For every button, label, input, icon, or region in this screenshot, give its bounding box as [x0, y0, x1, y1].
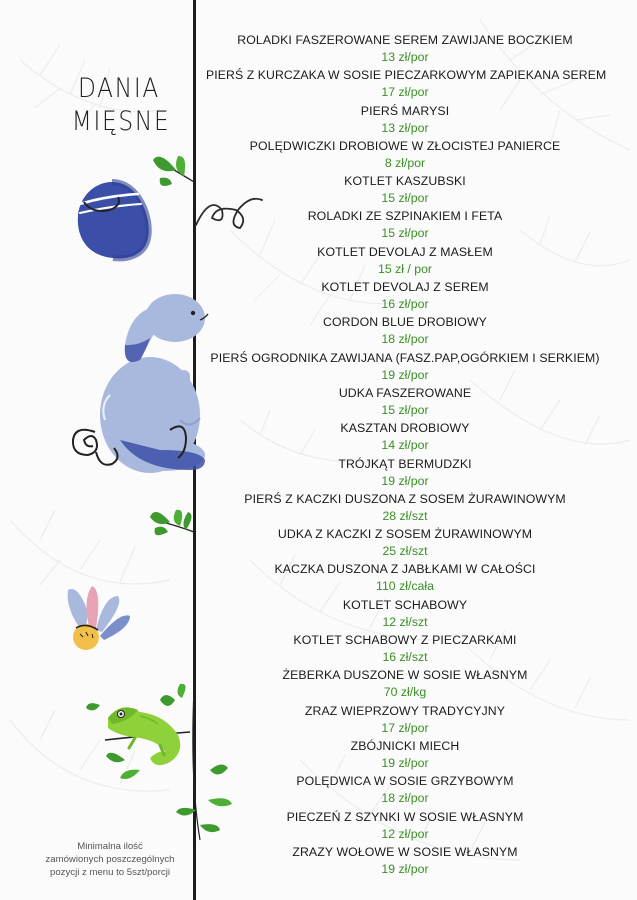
menu-list	[205, 32, 605, 879]
item-name: POLĘDWICZKI DROBIOWE W ZŁOCISTEJ PANIERCE	[249, 138, 561, 153]
item-price: 18 zł/por	[381, 791, 429, 806]
menu-item	[205, 279, 605, 314]
item-price: 17 zł/por	[381, 720, 429, 735]
item-price: 18 zł/por	[381, 332, 429, 347]
note-line-2: zamówionych poszczególnych	[45, 854, 175, 865]
item-name: CORDON BLUE DROBIOWY	[323, 315, 487, 330]
item-name: PIERŚ MARYSI	[360, 103, 450, 118]
item-price: 19 zł/por	[381, 861, 429, 876]
item-price: 12 zł/por	[381, 826, 429, 841]
item-name: KOTLET SCHABOWY Z PIECZARKAMI	[293, 633, 517, 648]
menu-item	[205, 632, 605, 667]
item-name: UDKA FASZEROWANE	[338, 385, 472, 400]
item-price: 8 zł/por	[384, 155, 426, 170]
item-name: UDKA Z KACZKI Z SOSEM ŻURAWINOWYM	[277, 527, 533, 542]
section-heading	[71, 72, 171, 138]
menu-item	[205, 314, 605, 349]
menu-item	[205, 597, 605, 632]
menu-item	[205, 138, 605, 173]
menu-item	[205, 526, 605, 561]
heading-line-2: MIĘSNE	[71, 106, 171, 137]
item-name: PIERŚ Z KACZKI DUSZONA Z SOSEM ŻURAWINOWYM	[244, 491, 566, 506]
menu-item	[205, 773, 605, 808]
menu-item	[205, 244, 605, 279]
menu-item	[205, 32, 605, 67]
item-name: KACZKA DUSZONA Z JABŁKAMI W CAŁOŚCI	[274, 562, 536, 577]
menu-item	[205, 667, 605, 702]
menu-item	[205, 385, 605, 420]
menu-item	[205, 561, 605, 596]
item-price: 15 zł/por	[381, 191, 429, 206]
menu-item	[205, 844, 605, 879]
item-name: POLĘDWICA W SOSIE GRZYBOWYM	[296, 774, 514, 789]
item-price: 13 zł/por	[381, 50, 429, 64]
note-line-1: Minimalna ilość	[77, 841, 143, 852]
item-name: PIERŚ Z KURCZAKA W SOSIE PIECZARKOWYM ZAPIEKANA SEREM	[205, 68, 607, 83]
vertical-divider-line	[193, 0, 196, 900]
menu-item	[205, 208, 605, 243]
item-name: KOTLET KASZUBSKI	[344, 174, 466, 189]
item-price: 15 zł/por	[381, 402, 429, 417]
item-name: KASZTAN DROBIOWY	[340, 421, 470, 436]
item-price: 19 zł/por	[381, 473, 429, 488]
item-name: KOTLET DEVOLAJ Z MASŁEM	[317, 244, 493, 259]
item-price: 16 zł/por	[381, 297, 429, 312]
menu-item	[205, 173, 605, 208]
note-line-3: pozycji z menu to 5szt/porcji	[50, 867, 170, 878]
item-price: 15 zł/por	[381, 226, 429, 241]
menu-item	[205, 350, 605, 385]
item-name: PIECZEŃ Z SZYNKI W SOSIE WŁASNYM	[286, 809, 524, 824]
item-name: KOTLET DEVOLAJ Z SEREM	[321, 280, 489, 295]
item-price: 15 zł / por	[378, 261, 432, 276]
menu-item	[205, 67, 605, 102]
item-name: ŻEBERKA DUSZONE W SOSIE WŁASNYM	[282, 668, 528, 683]
item-name: TRÓJKĄT BERMUDZKI	[338, 456, 472, 471]
item-price: 17 zł/por	[381, 85, 429, 100]
menu-item	[205, 809, 605, 844]
item-name: KOTLET SCHABOWY	[342, 597, 468, 612]
item-price: 12 zł/szt	[382, 614, 428, 629]
menu-item	[205, 103, 605, 138]
item-price: 13 zł/por	[381, 120, 429, 135]
item-name: ZRAZ WIEPRZOWY TRADYCYJNY	[304, 703, 506, 718]
heading-line-1: DANIA	[77, 73, 161, 104]
item-price: 70 zł/kg	[383, 685, 427, 700]
item-price: 28 zł/szt	[382, 508, 428, 523]
menu-item	[205, 703, 605, 738]
minimum-order-note	[30, 840, 190, 879]
item-price: 19 zł/por	[381, 367, 429, 382]
item-name: ZBÓJNICKI MIECH	[350, 738, 460, 753]
menu-item	[205, 738, 605, 773]
item-price: 25 zł/szt	[382, 544, 428, 559]
item-name: PIERŚ OGRODNIKA ZAWIJANA (FASZ.PAP,OGÓRKIEM I SERKIEM)	[210, 350, 600, 365]
item-price: 110 zł/cała	[376, 579, 434, 594]
menu-item	[205, 491, 605, 526]
menu-item	[205, 420, 605, 455]
item-name: ROLADKI ZE SZPINAKIEM I FETA	[307, 209, 503, 224]
item-price: 19 zł/por	[381, 755, 429, 770]
item-price: 14 zł/por	[381, 438, 429, 453]
item-name: ZRAZY WOŁOWE W SOSIE WŁASNYM	[292, 844, 518, 859]
item-name: ROLADKI FASZEROWANE SEREM ZAWIJANE BOCZKIEM	[237, 33, 573, 47]
item-price: 16 zł/szt	[382, 650, 428, 665]
menu-item	[205, 456, 605, 491]
